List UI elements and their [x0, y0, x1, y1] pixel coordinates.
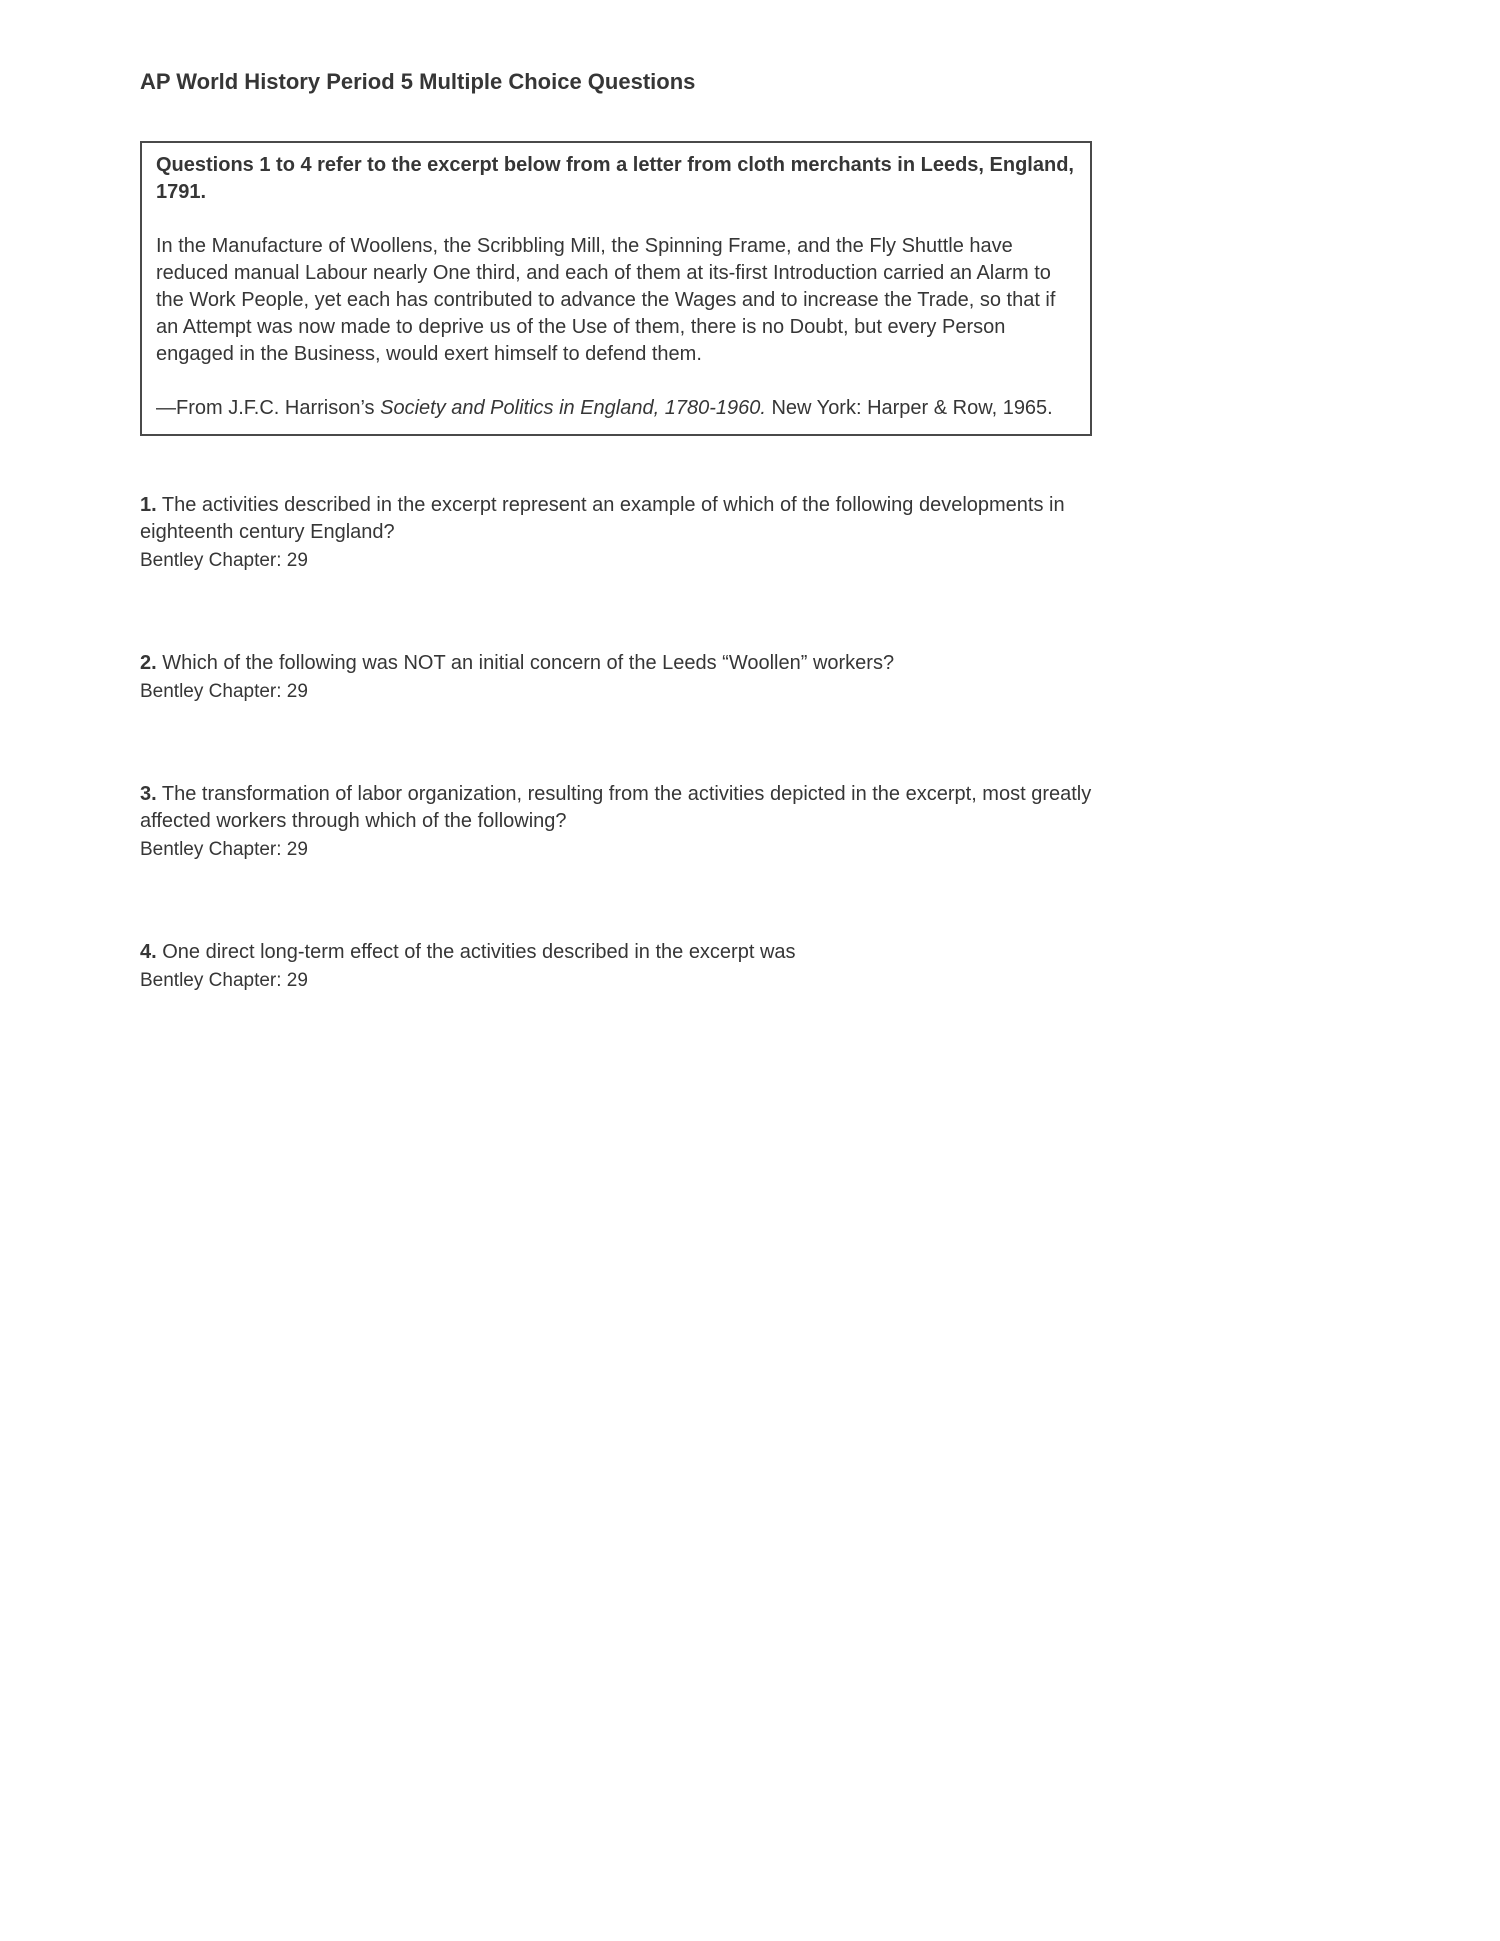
question-chapter-ref: Bentley Chapter: 29: [140, 839, 308, 860]
question-body: The transformation of labor organization, resulting from the activities depicted in the excerpt, most greatly affected workers through which of the following?: [140, 783, 1092, 832]
question-number: 1.: [140, 494, 157, 516]
question-chapter-ref: Bentley Chapter: 29: [140, 550, 308, 571]
question-body: Which of the following was NOT an initial concern of the Leeds “Woollen” workers?: [162, 652, 895, 674]
excerpt-box: [140, 141, 1092, 436]
document-title: AP World History Period 5 Multiple Choice Questions: [140, 69, 696, 94]
question-body: The activities described in the excerpt represent an example of which of the following developments in eighteenth century England?: [140, 494, 1065, 543]
citation-book-title: Society and Politics in England, 1780-1960.: [380, 397, 766, 419]
question-item-4: [140, 939, 1092, 994]
question-chapter-ref: Bentley Chapter: 29: [140, 970, 308, 991]
excerpt-citation: [156, 395, 1076, 422]
question-number: 2.: [140, 652, 157, 674]
question-item-1: [140, 492, 1092, 574]
excerpt-body-text: In the Manufacture of Woollens, the Scribbling Mill, the Spinning Frame, and the Fly Shuttle have reduced manual Labour nearly One third, and each of them at its-first Introduction carried an Alarm to the Work People, yet each has contributed to advance the Wages and to increase the Trade, so that if an Attempt was now made to deprive us of the Use of them, there is no Doubt, but every Person engaged in the Business, would exert himself to defend them.: [156, 235, 1056, 365]
question-number: 3.: [140, 783, 157, 805]
excerpt-heading: Questions 1 to 4 refer to the excerpt below from a letter from cloth merchants in Leeds, England, 1791.: [156, 154, 1074, 203]
citation-suffix: New York: Harper & Row, 1965.: [765, 397, 1053, 419]
question-item-3: [140, 781, 1092, 863]
question-text: [140, 939, 1092, 966]
question-number: 4.: [140, 941, 157, 963]
question-text: [140, 781, 1092, 835]
question-body: One direct long-term effect of the activities described in the excerpt was: [162, 941, 796, 963]
question-chapter-ref: Bentley Chapter: 29: [140, 681, 308, 702]
question-item-2: [140, 650, 1092, 705]
questions-list: [140, 492, 1092, 994]
question-text: [140, 492, 1092, 546]
question-text: [140, 650, 1092, 677]
citation-prefix: —From J.F.C. Harrison’s: [156, 397, 381, 419]
